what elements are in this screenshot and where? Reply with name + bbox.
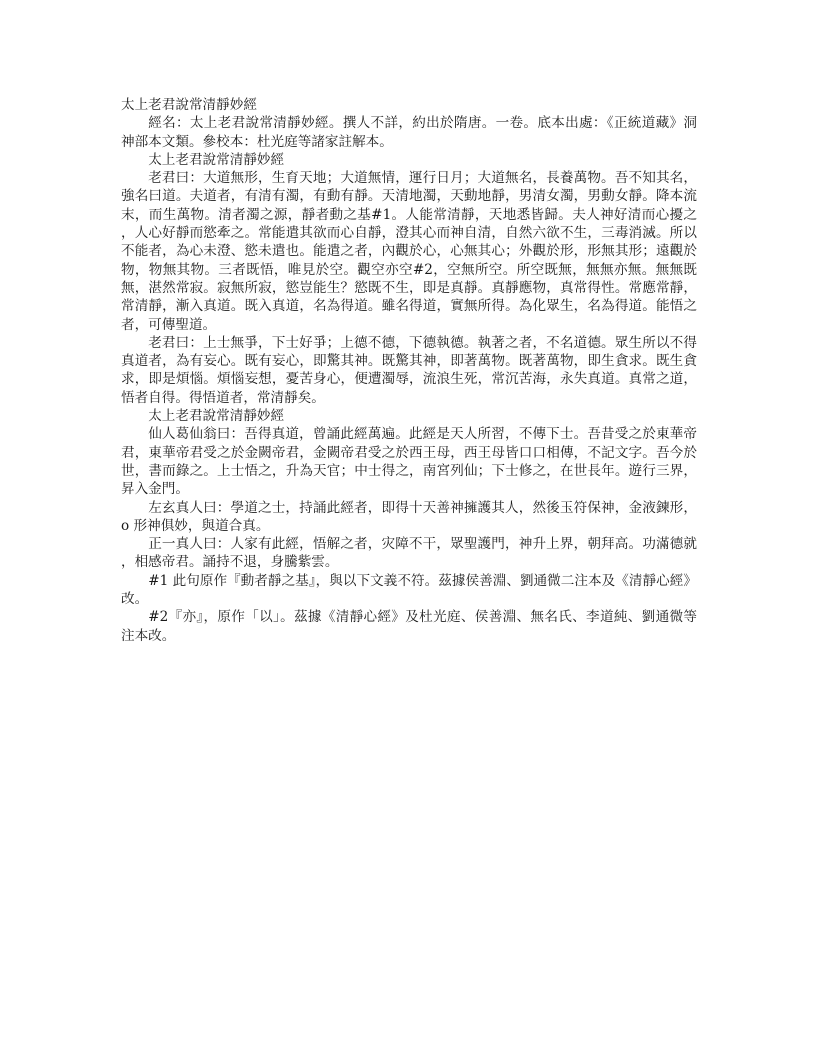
footnote-2: #2『亦』，原作「以」。茲據《清靜心經》及杜光庭、侯善淵、無名氏、李道純、劉通微等注本改。 bbox=[121, 609, 697, 644]
body-paragraph: 左玄真人曰：學道之士，持誦此經者，即得十天善神擁護其人，然後玉符保神，金液鍊形，o 形神俱妙，與道合真。 bbox=[121, 499, 697, 534]
section-heading: 太上老君說常清靜妙經 bbox=[148, 151, 285, 168]
section-heading: 太上老君說常清靜妙經 bbox=[148, 408, 285, 425]
sutra-metadata-paragraph: 經名：太上老君說常清靜妙經。撰人不詳，約出於隋唐。一卷。底本出處：《正統道藏》洞神部本文類。參校本：杜光庭等諸家註解本。 bbox=[121, 115, 697, 150]
document-page bbox=[121, 96, 697, 645]
footnote-1: #1 此句原作『動者靜之基』，與以下文義不符。茲據侯善淵、劉通微二注本及《清靜心經》改。 bbox=[121, 572, 697, 608]
body-paragraph: 正一真人曰：人家有此經，悟解之者，灾障不干，眾聖護門，神升上界，朝拜高。功滿德就，相感帝君。誦持不退，身騰紫雲。 bbox=[121, 536, 697, 571]
body-paragraph: 老君曰：上士無爭，下士好爭；上德不德，下德執德。執著之者，不名道德。眾生所以不得真道者，為有妄心。既有妄心，即驚其神。既驚其神，即著萬物。既著萬物，即生貪求。既生貪求，即是煩惱。煩惱妄想，憂苦身心，便遭濁辱，流浪生死，常沉苦海，永失真道。真常之道，悟者自得。得悟道者，常清靜矣。 bbox=[121, 334, 697, 406]
document-title: 太上老君說常清靜妙經 bbox=[121, 97, 257, 113]
body-paragraph: 老君曰：大道無形，生育天地；大道無情，運行日月；大道無名，長養萬物。吾不知其名，強名曰道。夫道者，有清有濁，有動有靜。天清地濁，天動地靜，男清女濁，男動女靜。降本流末，而生萬物。清者濁之源，靜者動之基#1。人能常清靜，天地悉皆歸。夫人神好清而心擾之，人心好靜而慾牽之。常能遣其欲而心自靜，澄其心而神自清，自然六欲不生，三毒消滅。所以不能者，為心未澄、慾未遣也。能遣之者，內觀於心，心無其心；外觀於形，形無其形；遠觀於物，物無其物。三者既悟，唯見於空。觀空亦空#2，空無所空。所空既無，無無亦無。無無既無，湛然常寂。寂無所寂，慾豈能生？慾既不生，即是真靜。真靜應物，真常得性。常應常靜，常清靜，漸入真道。既入真道，名為得道。雖名得道，實無所得。為化眾生，名為得道。能悟之者，可傳聖道。 bbox=[121, 170, 697, 333]
body-paragraph: 仙人葛仙翁曰：吾得真道，曾誦此經萬遍。此經是天人所習，不傳下士。吾昔受之於東華帝君，東華帝君受之於金闕帝君，金闕帝君受之於西王母，西王母皆口口相傳，不記文字。吾今於世，書而錄之。上士悟之，升為天官；中士得之，南宮列仙；下士修之，在世長年。遊行三界，昇入金門。 bbox=[121, 426, 697, 498]
